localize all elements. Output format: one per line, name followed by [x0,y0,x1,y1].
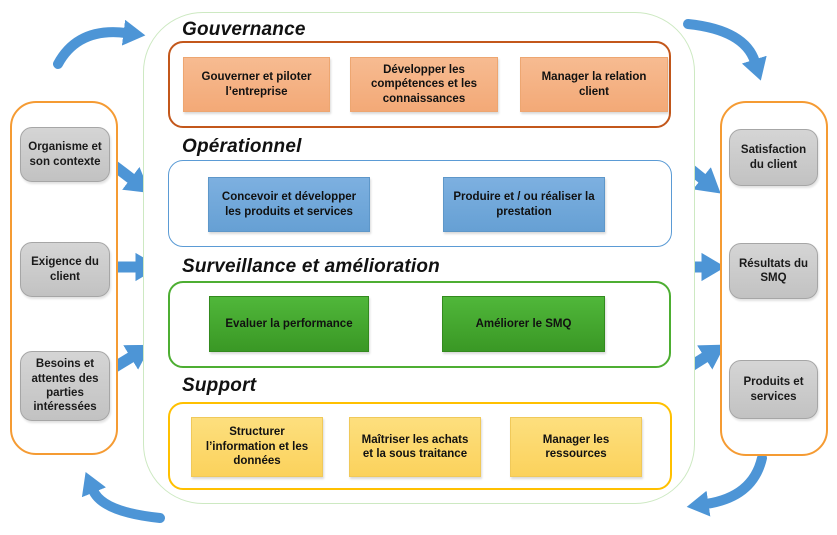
cycle-arrow-top-left-icon [58,32,126,64]
section-title-support: Support [182,375,257,396]
process-box-evaluer-performance: Evaluer la performance [209,296,369,352]
process-box-produire-realiser: Produire et / ou réaliser la prestation [443,177,605,232]
section-title-gouvernance: Gouvernance [182,19,306,40]
output-resultats-box: Résultats du SMQ [729,243,818,299]
process-box-structurer-information: Structurer l’information et les données [191,417,323,477]
input-besoins-box: Besoins et attentes des parties intéressées [20,351,110,421]
process-box-concevoir-developper: Concevoir et développer les produits et services [208,177,370,232]
section-title-surveillance: Surveillance et amélioration [182,256,440,277]
process-box-developper-competences: Développer les compétences et les connaissances [350,57,498,112]
section-title-operationnel: Opérationnel [182,136,302,157]
process-box-maitriser-achats: Maîtriser les achats et la sous traitance [349,417,481,477]
process-box-manager-relation-client: Manager la relation client [520,57,668,112]
cycle-arrow-bottom-left-icon [93,490,160,518]
input-organisme-box: Organisme et son contexte [20,127,110,182]
output-satisfaction-box: Satisfaction du client [729,129,818,186]
process-box-gouverner-piloter: Gouverner et piloter l’entreprise [183,57,330,112]
output-produits-box: Produits et services [729,360,818,419]
process-box-ameliorer-smq: Améliorer le SMQ [442,296,605,352]
cycle-arrow-top-right-icon [688,24,755,62]
process-box-manager-ressources: Manager les ressources [510,417,642,477]
input-exigence-box: Exigence du client [20,242,110,297]
cycle-arrow-bottom-right-icon [706,458,762,504]
